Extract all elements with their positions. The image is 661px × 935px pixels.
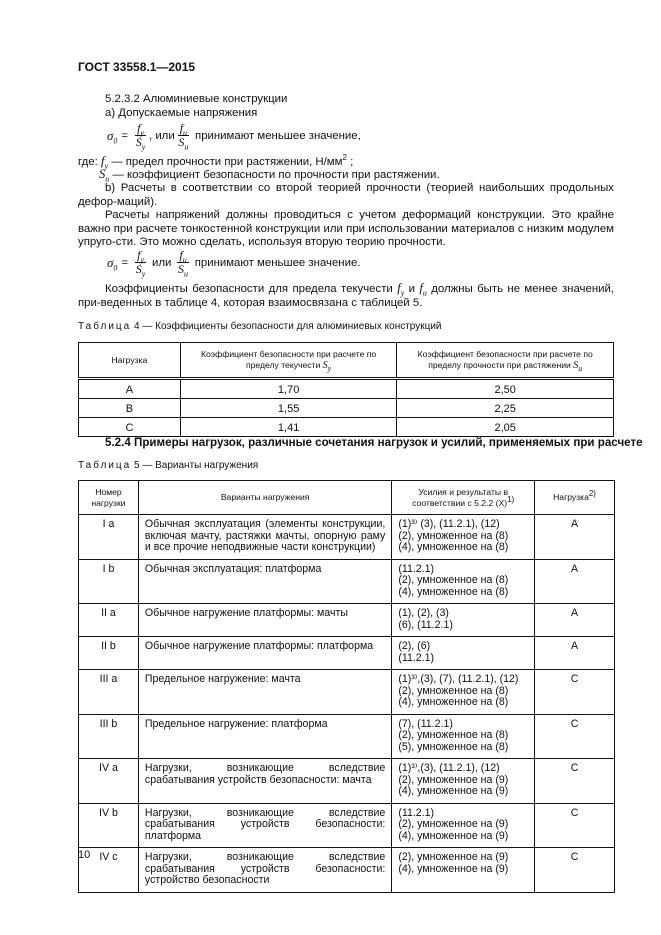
table-row xyxy=(79,399,614,418)
table-row xyxy=(79,803,615,848)
cell-su: 2,05 xyxy=(397,418,614,437)
table-row xyxy=(79,515,615,560)
cell-sy: 1,70 xyxy=(180,379,397,399)
cell-variant: Нагрузки, возникающие вследствие срабатывания устройств безопасности: платформа xyxy=(138,803,391,848)
cell-load-number: III b xyxy=(79,714,139,759)
table-row xyxy=(79,714,615,759)
cell-load-class: C xyxy=(535,848,615,893)
document-header: ГОСТ 33558.1—2015 xyxy=(78,60,196,74)
paragraph-deformations: Расчеты напряжений должны проводиться с учетом деформаций конструкции. Это крайне важно при расчете тонкостенной конструкции или при использовании материалов с низким модулем упруго-сти. Это можно сделать, используя вторую теорию прочности. xyxy=(78,209,614,248)
cell-load-number: IV a xyxy=(79,759,139,804)
cell-load: C xyxy=(79,418,181,437)
cell-load-number: IV c xyxy=(79,848,139,893)
cell-load-number: III a xyxy=(79,670,139,715)
table-row xyxy=(79,637,615,670)
fraction-fy-sy: $\frac{f_y}{S_y}$ xyxy=(135,121,146,152)
forces-line: (11.2.1) xyxy=(398,651,435,664)
forces-line: (2), умноженное на (8) xyxy=(398,684,509,697)
cell-sy: 1,55 xyxy=(180,399,397,418)
cell-load-class: A xyxy=(535,559,615,604)
forces-line: (4), умноженное на (9) xyxy=(398,862,509,875)
page-number: 10 xyxy=(78,849,91,861)
table5-caption: Таблица 5 — Варианты нагружения xyxy=(78,460,259,471)
fraction-fy-sy: $\frac{f_y}{S_y}$ xyxy=(135,248,146,279)
cell-variant: Обычная эксплуатация: платформа xyxy=(138,559,391,604)
cell-load-class: A xyxy=(535,637,615,670)
forces-line: (2), умноженное на (9) xyxy=(398,773,509,786)
section-title-524: 5.2.4 Примеры нагрузок, различные сочетания нагрузок и усилий, применяемых при расчете xyxy=(105,436,643,449)
cell-load-class: C xyxy=(535,803,615,848)
table-row xyxy=(79,759,615,804)
cell-sy: 1,41 xyxy=(180,418,397,437)
forces-line: (11.2.1) xyxy=(398,806,435,819)
cell-forces xyxy=(392,848,535,893)
paragraph-safety-coefficients: Коэффициенты безопасности для предела текучести $f_y$ и $f_u$ должны быть не менее значений, при-веденных в таблице 4, которая взаимосвязана с таблицей 5. xyxy=(78,281,614,309)
forces-line: (5), умноженное на (8) xyxy=(398,740,509,753)
cell-load: A xyxy=(79,379,181,399)
cell-load-class: A xyxy=(535,515,615,560)
forces-line: (11.2.1) xyxy=(398,562,435,575)
cell-forces xyxy=(392,759,535,804)
cell-load-class: C xyxy=(535,670,615,715)
cell-forces xyxy=(392,559,535,604)
forces-line: (1), (2), (3) xyxy=(398,607,449,619)
forces-line: (2), умноженное на (8) xyxy=(398,529,509,542)
column-header: Коэффициент безопасности при расчете по пределу прочности при растяжении $S_u$ xyxy=(397,343,614,379)
table-row xyxy=(79,559,615,604)
forces-line: (1)³⁾,(3), (7), (11.2.1), (12) xyxy=(398,673,519,685)
cell-load-number: II b xyxy=(79,637,139,670)
cell-su: 2,25 xyxy=(397,399,614,418)
cell-forces xyxy=(392,670,535,715)
forces-line: (4), умноженное на (9) xyxy=(398,829,509,842)
forces-line: (1)³⁾,(3), (11.2.1), (12) xyxy=(398,762,500,774)
table-row xyxy=(79,418,614,437)
cell-variant: Предельное нагружение: мачта xyxy=(138,670,391,715)
cell-variant: Нагрузки, возникающие вследствие срабатывания устройств безопасности: устройство безопасности xyxy=(138,848,391,893)
table-row xyxy=(79,848,615,893)
table4-safety-coefficients xyxy=(78,342,614,437)
cell-forces xyxy=(392,604,535,637)
cell-variant: Обычное нагружение платформы: платформа xyxy=(138,637,391,670)
forces-line: (2), умноженное на (9) xyxy=(398,851,509,863)
column-header: Усилия и результаты в соответствии с 5.2.2 $(X)^{1)}$ xyxy=(392,481,535,515)
formula-1: $\sigma_0$ = $\frac{f_y}{S_y}$ , или $\frac{f_u}{S_u}$ принимают меньшее значение, xyxy=(107,121,361,152)
cell-load-number: IV b xyxy=(79,803,139,848)
cell-load-number: II a xyxy=(79,604,139,637)
definition-fy: где: $f_y$ — предел прочности при растяжении, $Н/мм^2$ ; xyxy=(78,153,354,171)
table-header-row xyxy=(79,343,614,379)
table-row xyxy=(79,604,615,637)
cell-load: B xyxy=(79,399,181,418)
definition-su: $S_u$ — коэффициент безопасности по прочности при растяжении. xyxy=(99,167,440,184)
table5-loading-variants xyxy=(78,480,615,893)
section-title-5232: 5.2.3.2 Алюминиевые конструкции xyxy=(105,93,288,105)
forces-line: (4), умноженное на (9) xyxy=(398,785,509,797)
cell-su: 2,50 xyxy=(397,379,614,399)
cell-forces xyxy=(392,637,535,670)
column-header: Коэффициент безопасности при расчете по пределу текучести $S_y$ xyxy=(180,343,397,379)
cell-variant: Нагрузки, возникающие вследствие срабатывания устройств безопасности: мачта xyxy=(138,759,391,804)
formula-2: $\sigma_0$ = $\frac{f_y}{S_y}$ или $\frac{f_u}{S_u}$ принимают меньшее значение. xyxy=(107,248,361,279)
sigma-symbol: $\sigma_0$ xyxy=(107,254,118,273)
forces-line: (7), (11.2.1) xyxy=(398,717,453,730)
forces-line: (2), (6) xyxy=(398,640,431,652)
cell-variant: Обычная эксплуатация (элементы конструкции, включая мачту, растяжки мачты, опорную раму и все прочие неподвижные части конструкции) xyxy=(138,515,391,560)
forces-line: (4), умноженное на (8) xyxy=(398,541,509,553)
forces-line: (4), умноженное на (8) xyxy=(398,585,509,598)
forces-line: (4), умноженное на (8) xyxy=(398,696,509,708)
forces-line: (1)³⁾ (3), (11.2.1), (12) xyxy=(398,518,500,530)
item-b: b) Расчеты в соответствии со второй теорией прочности (теорией наибольших продольных дефор-маций). xyxy=(78,182,614,208)
table4-caption: Таблица 4 — Коэффициенты безопасности для алюминиевых конструкций xyxy=(78,321,442,332)
fraction-fu-su: $\frac{f_u}{S_u}$ xyxy=(178,121,189,152)
forces-line: (6), (11.2.1) xyxy=(398,618,453,631)
forces-line: (2), умноженное на (8) xyxy=(398,574,509,586)
forces-line: (2), умноженное на (9) xyxy=(398,818,509,830)
column-header: Варианты нагружения xyxy=(138,481,391,515)
cell-load-number: I a xyxy=(79,515,139,560)
cell-forces xyxy=(392,714,535,759)
column-header: Номер нагрузки xyxy=(79,481,139,515)
cell-load-class: A xyxy=(535,604,615,637)
cell-forces xyxy=(392,803,535,848)
cell-forces xyxy=(392,515,535,560)
cell-load-number: I b xyxy=(79,559,139,604)
column-header: Нагрузка$^{2)}$ xyxy=(535,481,615,515)
cell-variant: Предельное нагружение: платформа xyxy=(138,714,391,759)
cell-load-class: C xyxy=(535,759,615,804)
forces-line: (2), умноженное на (8) xyxy=(398,729,509,741)
column-header: Нагрузка xyxy=(79,343,181,379)
sigma-symbol: $\sigma_0$ xyxy=(107,127,118,146)
fraction-fu-su: $\frac{f_u}{S_u}$ xyxy=(178,248,189,279)
cell-load-class: C xyxy=(535,714,615,759)
table-row xyxy=(79,670,615,715)
item-a: а) Допускаемые напряжения xyxy=(105,107,258,119)
table-row xyxy=(79,379,614,399)
cell-variant: Обычное нагружение платформы: мачты xyxy=(138,604,391,637)
table-header-row xyxy=(79,481,615,515)
